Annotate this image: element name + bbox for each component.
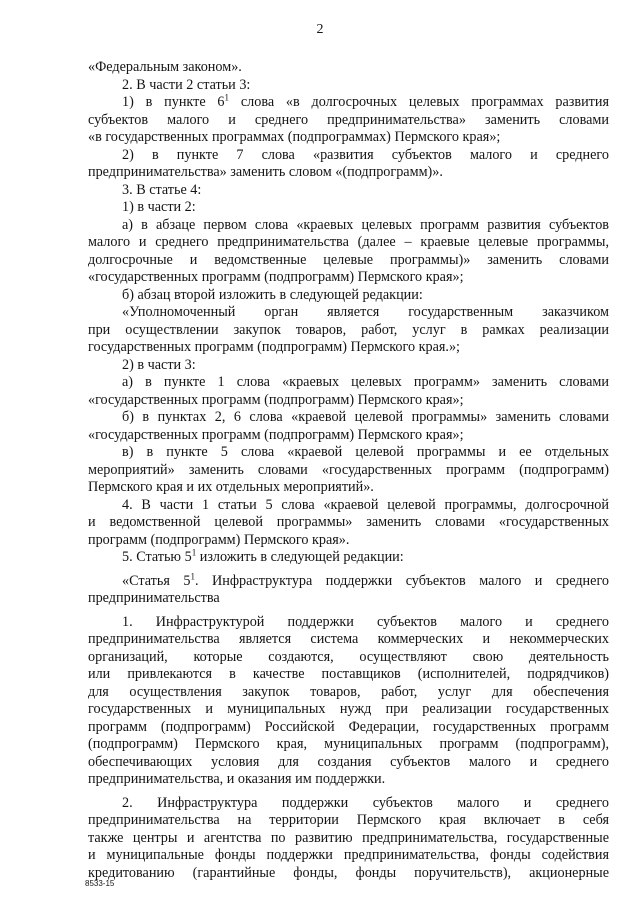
document-body (88, 59, 609, 882)
text-line: 3. В статье 4: (122, 181, 202, 198)
text-line: долгосрочные и ведомственные целевые программы)» заменить словами (88, 251, 609, 268)
text-line: «государственных программ (подпрограмм) Пермского края»; (88, 269, 464, 285)
text-line: 1. Инфраструктурой поддержки субъектов малого и среднего (122, 613, 609, 630)
text-segment: 1) в пункте 6 (122, 94, 225, 110)
text-line: а) в пункте 1 слова «краевых целевых программ» заменить словами (122, 374, 609, 390)
page-number: 2 (316, 22, 324, 37)
text-line: б) в пунктах 2, 6 слова «краевой целевой программы» заменить словами (122, 409, 609, 425)
text-segment: слова «в долгосрочных целевых программах развития (229, 94, 609, 110)
text-line: 2. В части 2 статьи 3: (122, 76, 251, 93)
text-line: субъектов малого и среднего предпринимательства» заменить словами (88, 111, 609, 128)
text-line: малого и среднего предпринимательства (далее – краевые целевые программы, (88, 234, 609, 250)
text-line: и ведомственной целевой программы» заменить словами «государственных (88, 514, 609, 530)
text-line: для осуществления закупок товаров, работ, услуг для обеспечения (88, 683, 609, 700)
text-line: 4. В части 1 статьи 5 слова «краевой целевой программы, долгосрочной (122, 496, 609, 513)
text-segment: . Инфраструктура поддержки субъектов малого и среднего (194, 572, 609, 589)
paragraph (88, 147, 609, 182)
paragraph (88, 304, 609, 357)
text-line: б) абзац второй изложить в следующей редакции: (122, 286, 423, 303)
text-line: 2) в пункте 7 слова «развития субъектов малого и среднего (122, 146, 609, 163)
paragraph (88, 795, 609, 883)
text-line: или привлекаются в качестве поставщиков (исполнителей, подрядчиков) (88, 666, 609, 682)
text-line: «в государственных программах (подпрограммах) Пермского края»; (88, 129, 501, 145)
text-line: государственных и муниципальных нужд при реализации государственных (88, 701, 609, 717)
text-line: 2. Инфраструктура поддержки субъектов малого и среднего (122, 794, 609, 811)
text-line: государственных программ (подпрограмм) Пермского края.»; (88, 339, 460, 355)
text-line: кредитованию (гарантийные фонды, фонды поручительств), акционерные (88, 864, 609, 881)
paragraph (88, 94, 609, 147)
paragraph (88, 444, 609, 497)
paragraph (88, 77, 609, 95)
paragraph (88, 614, 609, 789)
paragraph (88, 217, 609, 287)
text-line: организаций, которые создаются, осуществляют свою деятельность (88, 648, 609, 665)
paragraph (88, 570, 609, 608)
text-line (88, 570, 609, 591)
paragraph (88, 59, 609, 77)
text-line: и муниципальные фонды поддержки предпринимательства, фонды содействия (88, 847, 609, 863)
text-line: при осуществлении закупок товаров, работ, услуг в рамках реализации (88, 321, 609, 338)
text-line: мероприятий» заменить словами «государственных программ (подпрограмм) (88, 461, 609, 478)
paragraph (88, 497, 609, 550)
text-line: предпринимательства является система коммерческих и некоммерческих (88, 631, 609, 647)
text-line: (подпрограмм) Пермского края, муниципальных программ (подпрограмм), (88, 736, 609, 752)
document-code: 8533-15 (85, 879, 115, 888)
paragraph (88, 287, 609, 305)
text-line: в) в пункте 5 слова «краевой целевой программы и ее отдельных (122, 444, 609, 460)
paragraph (88, 182, 609, 200)
text-segment: «Статья 5 (122, 572, 191, 589)
superscript-index: 1 (191, 547, 197, 558)
text-line: предпринимательства» заменить словом «(подпрограмм)». (88, 164, 443, 180)
text-line: «государственных программ (подпрограмм) Пермского края»; (88, 426, 464, 443)
text-line: программ (подпрограмм) Пермского края». (88, 531, 350, 548)
text-line: а) в абзаце первом слова «краевых целевых программ развития субъектов (122, 216, 609, 233)
text-line: обеспечивающих условия для создания субъектов малого и среднего (88, 753, 609, 770)
text-line (88, 549, 609, 567)
text-line: 1) в части 2: (122, 199, 196, 215)
paragraph (88, 549, 609, 567)
text-line: программ (подпрограмм) Российской Федерации, государственных программ (88, 718, 609, 735)
text-line: 2) в части 3: (122, 356, 196, 373)
text-segment: изложить в следующей редакции: (196, 549, 404, 565)
text-line: предпринимательства на территории Пермского края включает в себя (88, 812, 609, 828)
superscript-index: 1 (224, 92, 230, 103)
paragraph (88, 357, 609, 375)
paragraph (88, 409, 609, 444)
text-segment: 5. Статью 5 (122, 549, 192, 565)
text-line: «Уполномоченный орган является государственным заказчиком (122, 304, 609, 320)
paragraph (88, 374, 609, 409)
text-line: «Федеральным законом». (88, 59, 242, 75)
paragraph (88, 199, 609, 217)
text-line: также центры и агентства по развитию предпринимательства, государственные (88, 829, 609, 846)
text-line: предпринимательства (88, 590, 220, 606)
text-line (88, 94, 609, 112)
text-line: «государственных программ (подпрограмм) Пермского края»; (88, 391, 464, 408)
text-line: Пермского края и их отдельных мероприятий». (88, 479, 374, 495)
text-line: предпринимательства, и оказания им поддержки. (88, 771, 386, 787)
superscript-index: 1 (190, 570, 195, 581)
